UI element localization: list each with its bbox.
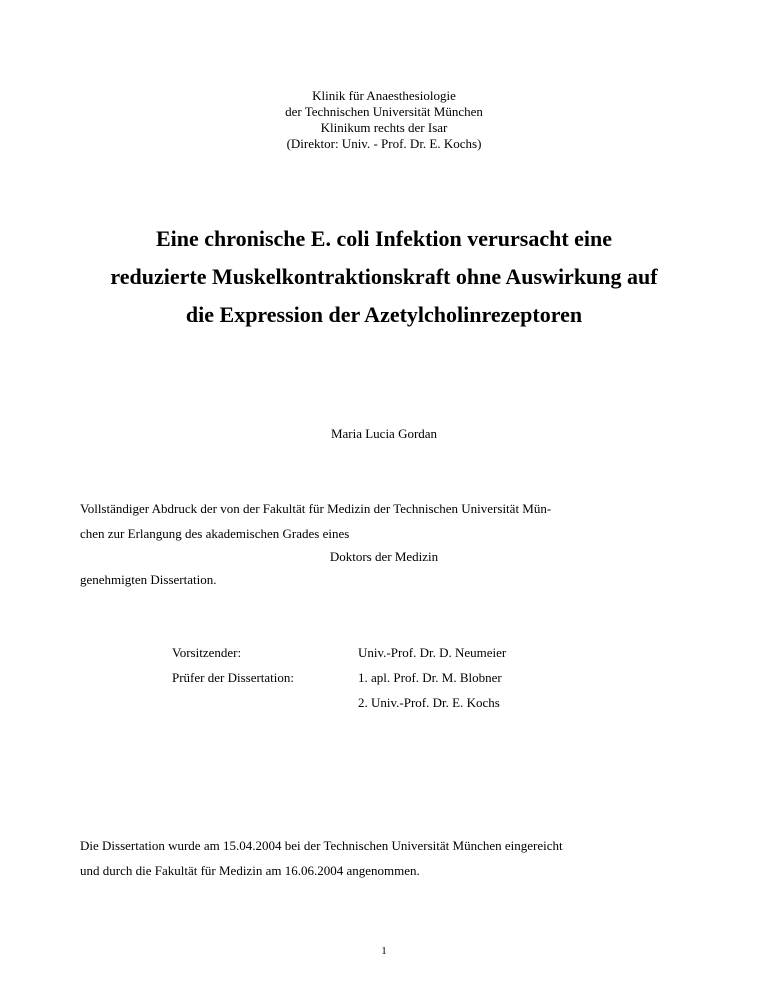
title-line-2: reduzierte Muskelkontraktionskraft ohne Auswirkung auf: [110, 264, 658, 289]
examiner-1: 1. apl. Prof. Dr. M. Blobner: [358, 670, 502, 685]
submission-line-1: Die Dissertation wurde am 15.04.2004 bei der Technischen Universität München eingereicht: [80, 838, 563, 853]
chair-name: Univ.-Prof. Dr. D. Neumeier: [358, 645, 507, 660]
page-number: 1: [381, 945, 387, 957]
examiner-2: 2. Univ.-Prof. Dr. E. Kochs: [358, 695, 500, 710]
institution-line-1: Klinik für Anaesthesiologie: [312, 88, 456, 103]
statement-line-3: genehmigten Dissertation.: [80, 572, 217, 587]
statement-line-1: Vollständiger Abdruck der von der Fakultät für Medizin der Technischen Universität Mün-: [80, 501, 552, 516]
submission-line-2: und durch die Fakultät für Medizin am 16.06.2004 angenommen.: [80, 863, 420, 878]
chair-label: Vorsitzender:: [172, 645, 242, 660]
title-line-3: die Expression der Azetylcholinrezeptoren: [185, 302, 583, 327]
institution-line-3: Klinikum rechts der Isar: [320, 120, 448, 135]
examiners-label: Prüfer der Dissertation:: [172, 670, 295, 685]
title-line-1: Eine chronische E. coli Infektion verursacht eine: [155, 226, 613, 251]
author-name: Maria Lucia Gordan: [330, 426, 438, 441]
statement-line-2: chen zur Erlangung des akademischen Grades eines: [80, 526, 350, 541]
degree-name: Doktors der Medizin: [329, 549, 439, 564]
institution-line-2: der Technischen Universität München: [285, 104, 483, 119]
director-line: (Direktor: Univ. - Prof. Dr. E. Kochs): [286, 136, 482, 151]
